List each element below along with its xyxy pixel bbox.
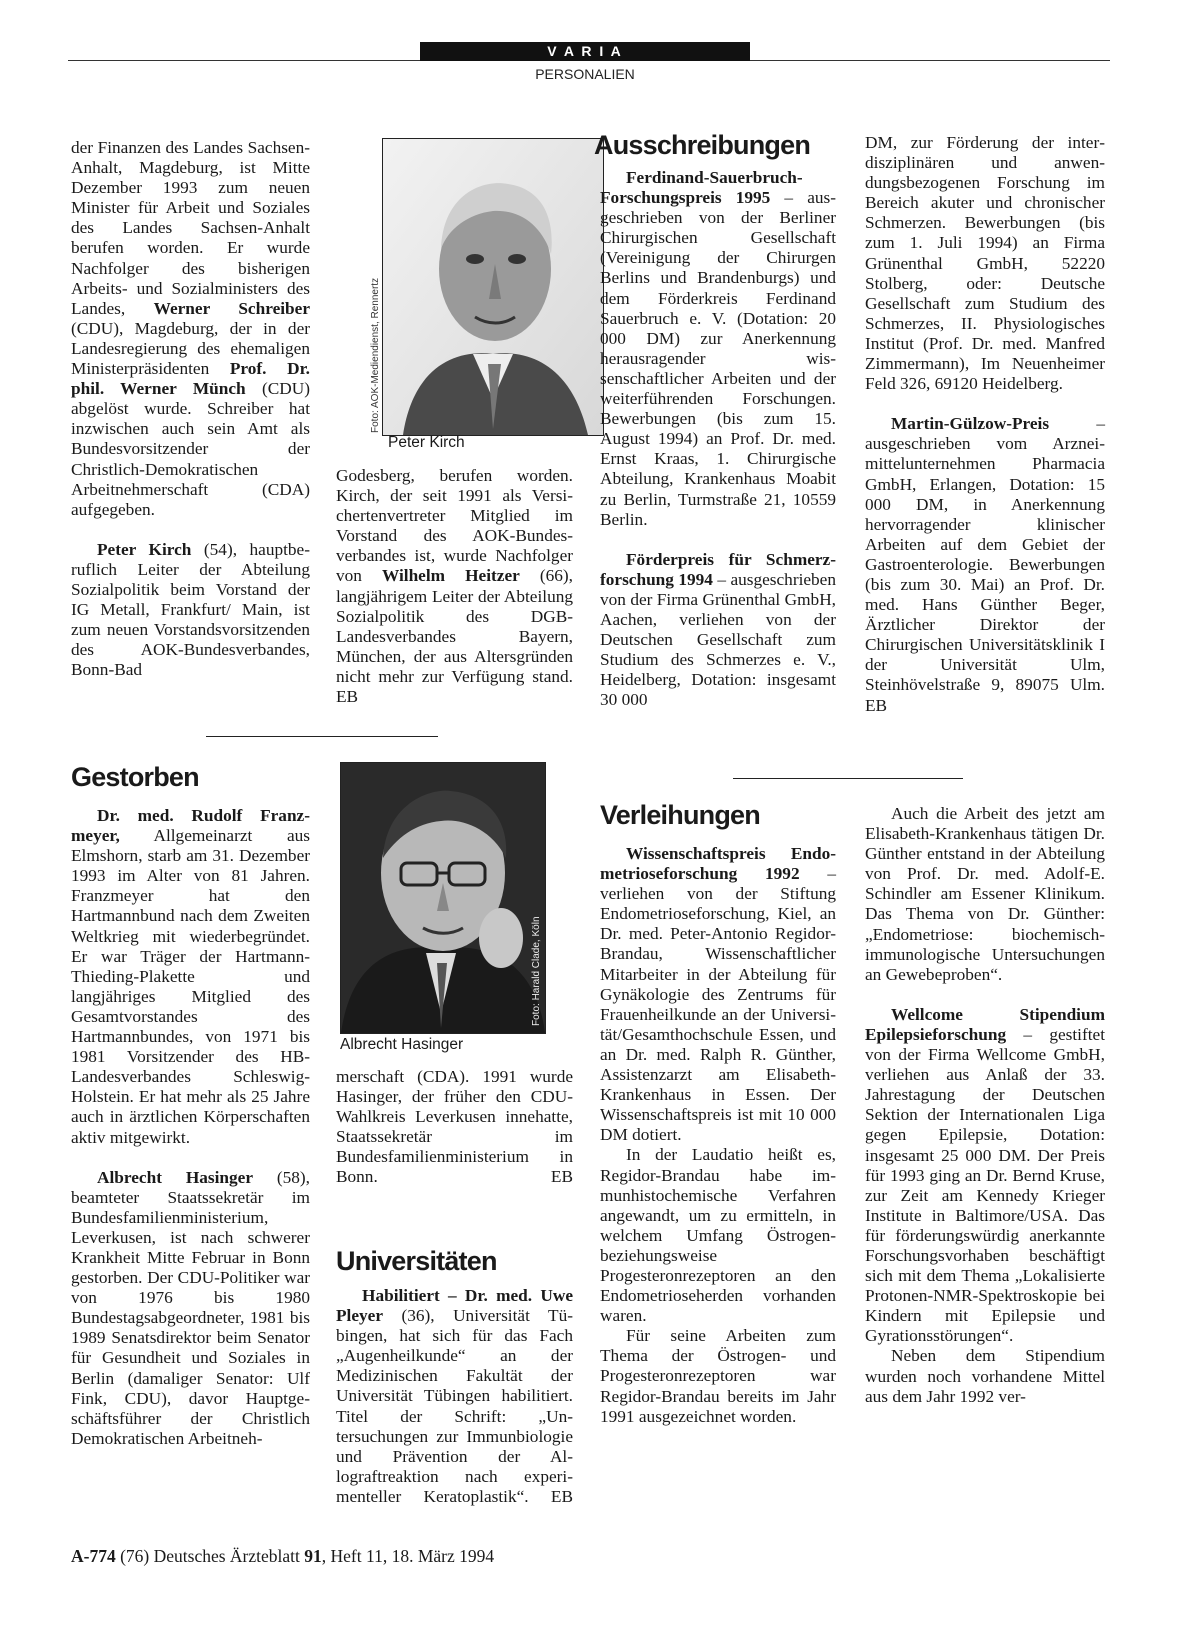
paragraph: der Finanzen des Landes Sachsen-Anhalt, Magdeburg, ist Mitte Dezember 1993 zum neuen Minister für Arbeit und Soziales des Landes Sachsen-Anhalt berufen worden. Er wurde Nachfolger des bisherigen Arbeits- und Sozialministers des Landes, Werner Schreiber (CDU), Magdeburg, der in der Landesregierung des ehemaligen Ministerpräsidenten Prof. Dr. phil. Werner Münch (CDU) abgelöst wurde. Schreiber hat inzwischen auch sein Amt als Bundesvorsitzender der Christlich-Demokratischen Arbeitnehmerschaft (CDA) aufgegeben. [71,138,310,519]
paragraph: Martin-Gülzow-Preis – ausgeschrieben vom Arzneimittelunternehmen Pharmacia GmbH, Erlangen, Dotation: 15 000 DM, in Anerkennung hervorragender klinischer Arbeiten auf dem Gebiet der Gastroenterologie. Bewerbungen (bis zum 30. Mai) an Prof. Dr. med. Hans Günther Beger, Ärztlicher Direktor der Chirurgischen Universitätsklinik I der Universität Ulm, Steinhövelstraße 9, 89075 Ulm. EB [865,414,1105,715]
portrait-photo-albrecht-hasinger [340,762,546,1034]
paragraph: DM, zur Förderung der interdisziplinären und anwendungsbezogenen Forschung im Bereich akuter und chronischer Schmerzen. Bewerbungen (bis zum 1. Juli 1994) an Firma Grünenthal GmbH, 52220 Stolberg, oder: Deutsche Gesellschaft zum Studium des Schmerzes, II. Physiologisches Institut (Prof. Dr. med. Manfred Zimmermann), Im Neuenheimer Feld 326, 69120 Heidelberg. [865,133,1105,394]
photo-credit: Foto: AOK-Mediendienst, Rennertz [370,277,381,433]
section-divider [733,778,963,779]
column-2-bottom [336,1286,573,1507]
photo-caption: Albrecht Hasinger [340,1036,464,1053]
photo-credit: Foto: Harald Clade, Köln [531,916,542,1026]
column-2-mid [336,1067,573,1188]
heading-verleihungen: Verleihungen [600,800,760,830]
subsection-label: PERSONALIEN [535,66,635,82]
column-3-top [600,168,836,710]
paragraph: Albrecht Hasinger (58), beamteter Staatssekretär im Bundesfamilienministerium, Leverkusen, ist nach schwerer Krankheit Mitte Februar in Bonn gestorben. Der CDU-Politiker war von 1976 bis 1980 Bundestagsabgeordneter, 1981 bis 1989 Senatsdirektor beim Senator für Gesundheit und Soziales in Berlin (damaliger Senator: Ulf Fink, CDU), davor Hauptgeschäftsführer der Christlich Demokratischen Arbeitneh- [71,1167,311,1448]
section-banner [420,42,750,61]
paragraph: merschaft (CDA). 1991 wurde Hasinger, der früher den CDU-Wahlkreis Leverkusen innehatte, Staatssekretär im Bundesfamilienministerium in Bonn. EB [336,1067,573,1187]
paragraph: Förderpreis für Schmerzforschung 1994 – ausgeschrieben von der Firma Grünenthal GmbH, Aachen, verliehen von der Deutschen Gesellschaft zum Studium des Schmerzes e. V., Heidelberg, Dotation: insgesamt 30 000 [600,549,836,710]
column-4-bottom [865,804,1105,1407]
column-4-top [865,133,1105,716]
page-number: A-774 [71,1546,116,1566]
paragraph: Wellcome Stipendium Epilepsieforschung – gestiftet von der Firma Wellcome GmbH, verliehen aus Anlaß der 33. Jahrestagung der Deutschen Sektion der Internationalen Liga gegen Epilepsie, Dotation: insgesamt 25 000 DM. Der Preis für 1993 ging an Dr. Bernd Kruse, zur Zeit am Kennedy Krieger Institute in Baltimore/USA. Das für förderungswürdig anerkannte Forschungsvorhaben beschäftigt sich mit dem Thema „Lokalisierte Protonen-NMR-Spektroskopie bei Kindern mit Epilepsie und Gyrationsstörungen“. [865,1004,1105,1346]
paragraph: Peter Kirch (54), hauptberuflich Leiter der Abteilung Sozialpolitik beim Vorstand der IG Metall, Frankfurt/ Main, ist zum neuen Vorstandsvorsitzenden des AOK-Bundesverbandes, Bonn-Bad [71,539,310,680]
column-3-bottom [600,844,836,1427]
section-divider [206,736,438,737]
paragraph: Wissenschaftspreis Endometrioseforschung 1992 – verliehen von der Stiftung Endometrioseforschung, Kiel, an Dr. med. Peter-Antonio Regidor-Brandau, Wissenschaftlicher Mitarbeiter in der Abteilung für Gynäkologie des Zentrums für Frauenheilkunde an der Universität/Gesamthochschule Essen, und an Dr. med. Ralph R. Günther, Assistenzarzt am Elisabeth-Krankenhaus in Essen. Der Wissenschaftspreis ist mit 10 000 DM dotiert. [600,844,836,1145]
portrait-image [341,763,545,1033]
paragraph: In der Laudatio heißt es, Regidor-Brandau habe immunhistochemische Verfahren angewandt, um zu ermitteln, in welchem Umfang Östrogen- beziehungsweise Progesteronrezeptoren an den Endometrioseherden vorhanden waren. [600,1145,836,1326]
paragraph: Auch die Arbeit des jetzt am Elisabeth-Krankenhaus tätigen Dr. Günther entstand in der Abteilung von Prof. Dr. med. Adolf-E. Schindler am Essener Klinikum. Das Thema von Dr. Günther: „Endometriose: biochemisch-immunologische Untersuchungen an Gewebeproben“. [865,804,1105,984]
column-2-top [336,466,573,707]
page-footer: A-774 (76) Deutsches Ärzteblatt 91, Heft 11, 18. März 1994 [71,1546,495,1566]
paragraph: Für seine Arbeiten zum Thema der Östrogen- und Progesteronrezeptoren war Regidor-Brandau bereits im Jahr 1991 ausgezeichnet worden. [600,1326,836,1426]
portrait-photo-peter-kirch [382,138,604,436]
heading-gestorben: Gestorben [71,762,199,792]
paragraph: Godesberg, berufen worden. Kirch, der seit 1991 als Versichertenvertreter Mitglied im Vorstand des AOK-Bundesverbandes ist, wurde Nachfolger von Wilhelm Heitzer (66), langjährigem Leiter der Abteilung Sozialpolitik des DGB-Landesverbandes Bayern, München, der aus Altersgründen nicht mehr zur Verfügung stand. EB [336,466,573,707]
section-label: V A R I A [547,43,623,59]
column-1-bottom [71,806,310,1449]
heading-universitaeten: Universitäten [336,1246,497,1276]
paragraph: Neben dem Stipendium wurden noch vorhandene Mittel aus dem Jahr 1992 ver- [865,1346,1105,1406]
photo-caption: Peter Kirch [388,434,465,451]
page-header [0,0,1181,90]
paragraph: Dr. med. Rudolf Franzmeyer, Allgemeinarzt aus Elmshorn, starb am 31. Dezember 1993 im Alter von 81 Jahren. Franzmeyer hat den Hartmannbund nach dem Zweiten Weltkrieg mit wiederbegründet. Er war Träger der Hartmann-Thieding-Plakette und langjähriges Mitglied des Gesamtvorstandes des Hartmannbundes, von 1971 bis 1981 Vorsitzender des HB-Landesverbandes Schleswig-Holstein. Er hat mehr als 25 Jahre auch in ärztlichen Körperschaften aktiv mitgewirkt. [71,806,310,1147]
heading-ausschreibungen: Ausschreibungen [594,130,811,160]
column-1-top [71,138,310,680]
paragraph: Ferdinand-Sauerbruch-Forschungspreis 1995 – ausgeschrieben von der Berliner Chirurgischen Gesellschaft (Vereinigung der Chirurgen Berlins und Brandenburgs) und dem Förderkreis Ferdinand Sauerbruch e. V. (Dotation: 20 000 DM) zur Anerkennung herausragender wissenschaftlicher Arbeiten und der weiterführenden Forschungen. Bewerbungen (bis zum 15. August 1994) an Prof. Dr. med. Ernst Kraas, 1. Chirurgische Abteilung, Krankenhaus Moabit zu Berlin, Turmstraße 21, 10559 Berlin. [600,168,836,529]
paragraph: Habilitiert – Dr. med. Uwe Pleyer (36), Universität Tübingen, hat sich für das Fach „Augenheilkunde“ an der Medizinischen Fakultät der Universität Tübingen habilitiert. Titel der Schrift: „Untersuchungen zur Immunbiologie und Prävention der Allograftreaktion nach experimenteller Keratoplastik“. EB [336,1286,573,1506]
portrait-image [383,139,603,435]
